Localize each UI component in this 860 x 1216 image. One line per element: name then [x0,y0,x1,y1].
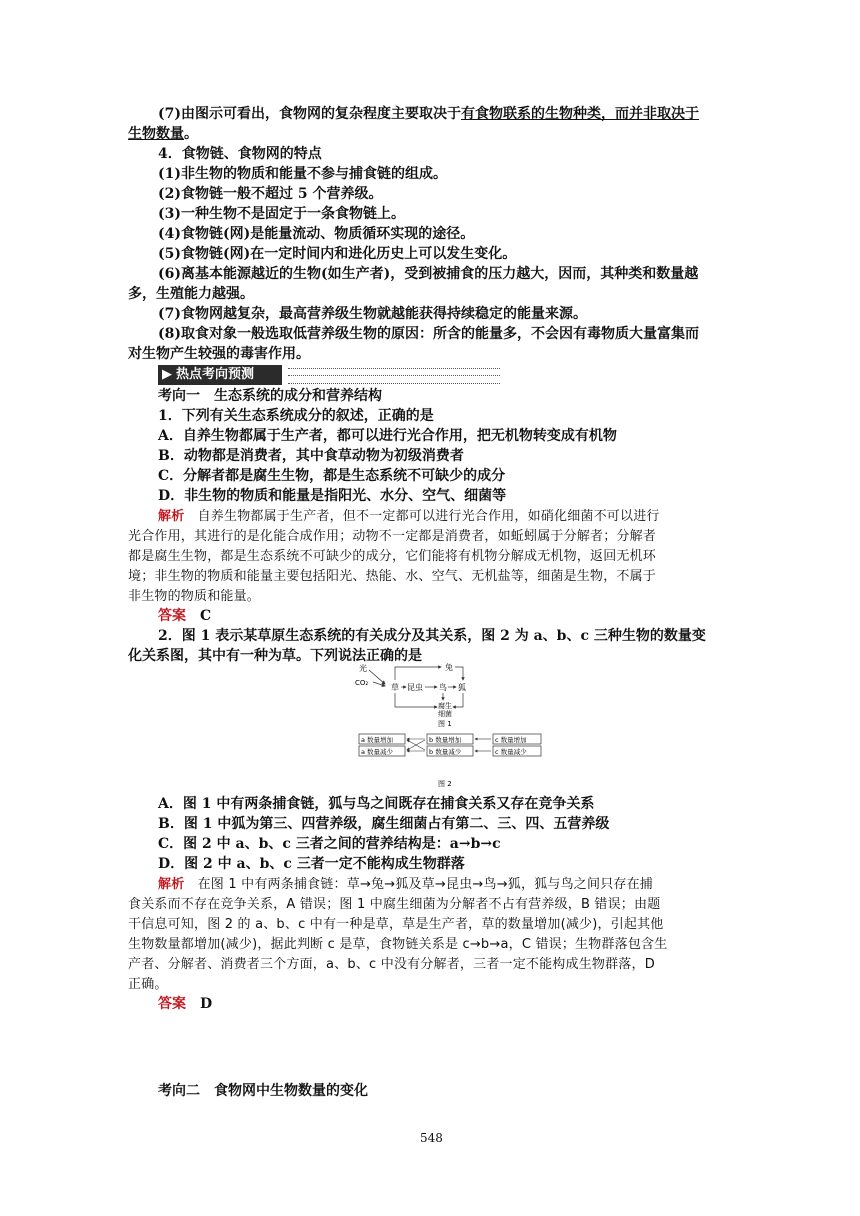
answer-label: 答案 [158,608,186,624]
question: 1．下列有关生态系统成分的叙述，正确的是 [158,408,434,424]
grass-node: 草 [391,683,399,692]
insect-node: 昆虫 [407,683,423,692]
text-line: 生物数量。 [128,126,198,142]
svg-text:细菌: 细菌 [438,710,452,718]
explanation-line: 生物数量都增加(减少)，据此判断 c 是草，食物链关系是 c→b→a，C 错误；生物群落包含生 [128,937,668,952]
bird-node: 鸟 [439,683,447,692]
bacteria-node: 腐生 [438,702,452,710]
option: D．非生物的物质和能量是指阳光、水分、空气、细菌等 [158,488,507,504]
text-line: (2)食物链一般不超过 5 个营养级。 [158,186,383,202]
explanation-label: 解析 [158,509,185,524]
fox-node: 狐 [458,683,466,692]
a-decrease: a 数量减少 [361,748,394,756]
explanation-line: 正确。 [128,977,168,992]
explanation-line: 解析 自养生物都属于生产者，但不一定都可以进行光合作用，如硝化细菌不可以进行 [158,509,660,524]
figure2-caption: 图 2 [438,780,452,788]
option: B．动物都是消费者，其中食草动物为初级消费者 [158,448,464,464]
c-increase: c 数量增加 [495,736,527,744]
text-line: (6)离基本能源越近的生物(如生产者)，受到被捕食的压力越大，因而，其种类和数量越 [158,266,699,282]
text-line: (3)一种生物不是固定于一条食物链上。 [158,206,405,222]
section-banner [158,365,500,385]
explanation-line: 解析 在图 1 中有两条捕食链：草→兔→狐及草→昆虫→鸟→狐，狐与鸟之间只存在捕 [158,877,654,892]
text-line: (7)食物网越复杂，最高营养级生物就越能获得持续稳定的能量来源。 [158,306,587,322]
figure-diagram [355,660,545,790]
question: 2．图 1 表示某草原生态系统的有关成分及其关系，图 2 为 a、b、c 三种生物的数量变 [158,628,706,644]
answer-label: 答案 [158,996,186,1012]
answer-line: 答案 C [158,608,212,624]
explanation-line: 非生物的物质和能量。 [128,589,261,604]
text-line: (5)食物链(网)在一定时间内和进化历史上可以发生变化。 [158,246,517,262]
banner-tag: ▶ 热点考向预测 [158,365,282,385]
a-increase: a 数量增加 [361,736,394,744]
option: C．图 2 中 a、b、c 三者之间的营养结构是：a→b→c [158,836,501,852]
b-increase: b 数量增加 [429,736,462,744]
option: A．图 1 中有两条捕食链，狐与鸟之间既存在捕食关系又存在竞争关系 [158,796,595,812]
figure1-caption: 图 1 [438,720,452,728]
rabbit-node: 兔 [445,663,453,672]
explanation-line: 干信息可知，图 2 的 a、b、c 中有一种是草，草是生产者，草的数量增加(减少)，引起其他 [128,917,664,932]
light-label: 光 [359,664,367,673]
text-line: (7)由图示可看出，食物网的复杂程度主要取决于有食物联系的生物种类，而并非取决于 [158,106,699,122]
page-number: 548 [420,1131,443,1145]
heading: 4．食物链、食物网的特点 [158,146,322,162]
text-line: 对生物产生较强的毒害作用。 [128,346,310,362]
answer-line: 答案 D [158,996,213,1012]
explanation-line: 光合作用，其进行的是化能合成作用；动物不一定都是消费者，如蚯蚓属于分解者；分解者 [128,529,657,544]
text-line: 多，生殖能力越强。 [128,286,254,302]
dotted-divider [288,368,500,384]
explanation-line: 境；非生物的物质和能量主要包括阳光、热能、水、空气、无机盐等，细菌是生物，不属于 [128,569,657,584]
section-title: 考向二 食物网中生物数量的变化 [158,1083,368,1099]
explanation-line: 食关系而不存在竞争关系，A 错误；图 1 中腐生细菌为分解者不占有营养级，B 错误；由题 [128,897,661,912]
explanation-line: 产者、分解者、消费者三个方面，a、b、c 中没有分解者，三者一定不能构成生物群落，D [128,957,655,972]
section-title: 考向一 生态系统的成分和营养结构 [158,388,382,404]
option: A．自养生物都属于生产者，都可以进行光合作用，把无机物转变成有机物 [158,428,617,444]
text-line: (1)非生物的物质和能量不参与捕食链的组成。 [158,166,447,182]
text-line: (8)取食对象一般选取低营养级生物的原因：所含的能量多，不会因有毒物质大量富集而 [158,326,699,342]
option: D．图 2 中 a、b、c 三者一定不能构成生物群落 [158,856,465,872]
play-icon: ▶ [162,367,172,382]
option: B．图 1 中狐为第三、四营养级，腐生细菌占有第二、三、四、五营养级 [158,816,610,832]
option: C．分解者都是腐生生物，都是生态系统不可缺少的成分 [158,468,506,484]
text-line: (4)食物链(网)是能量流动、物质循环实现的途径。 [158,226,475,242]
explanation-line: 都是腐生生物，都是生态系统不可缺少的成分，它们能将有机物分解成无机物，返回无机环 [128,549,657,564]
explanation-label: 解析 [158,877,185,892]
question: 化关系图，其中有一种为草。下列说法正确的是 [128,648,422,664]
b-decrease: b 数量减少 [429,748,462,756]
c-decrease: c 数量减少 [495,748,527,756]
co2-label: CO₂ [355,679,369,687]
